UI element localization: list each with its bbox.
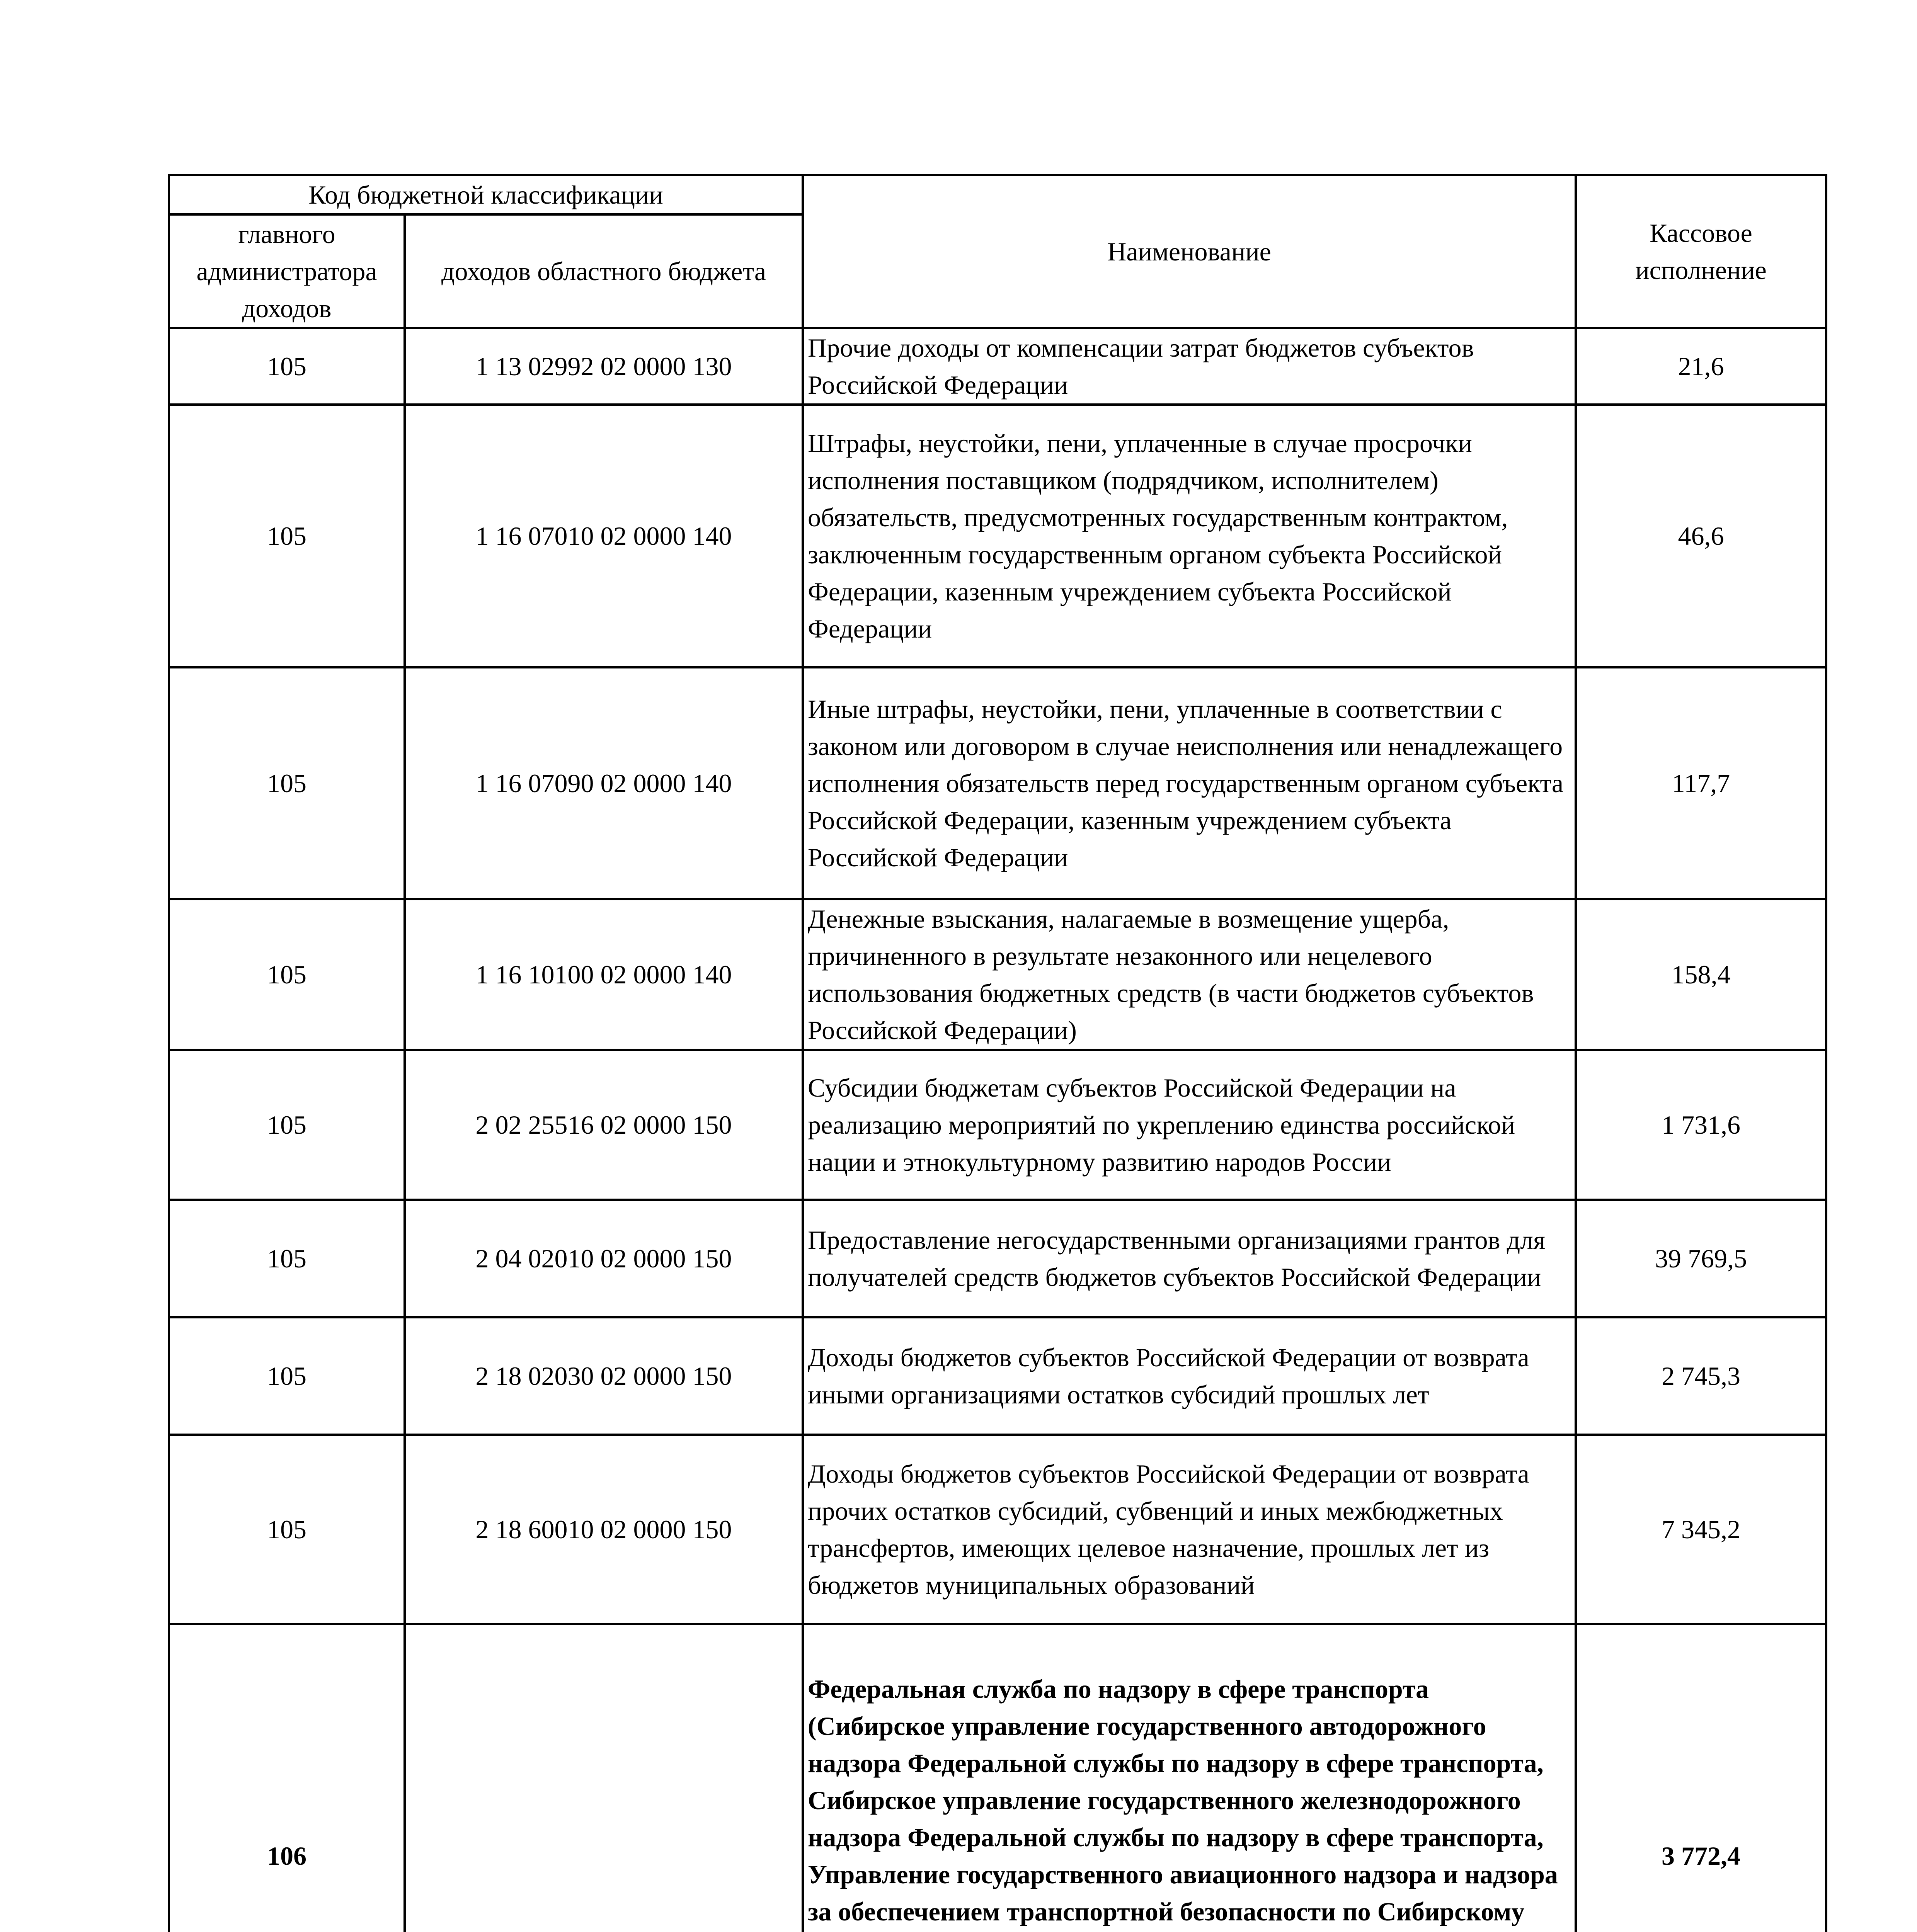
value-cell: 117,7 bbox=[1576, 667, 1826, 899]
value-cell: 3 772,4 bbox=[1576, 1624, 1826, 1932]
table-row bbox=[169, 1435, 1826, 1624]
value-cell: 158,4 bbox=[1576, 899, 1826, 1050]
table-row bbox=[169, 667, 1826, 899]
header-value: Кассовое исполнение bbox=[1576, 175, 1826, 328]
table-row bbox=[169, 1200, 1826, 1317]
header-admin: главного администратора доходов bbox=[169, 214, 405, 328]
income-code-cell: 1 13 02992 02 0000 130 bbox=[405, 328, 803, 405]
value-cell: 7 345,2 bbox=[1576, 1435, 1826, 1624]
value-cell: 21,6 bbox=[1576, 328, 1826, 405]
table-row bbox=[169, 1050, 1826, 1200]
table-row bbox=[169, 328, 1826, 405]
document-page bbox=[168, 174, 1825, 1932]
admin-code-cell: 105 bbox=[169, 405, 405, 667]
name-cell: Иные штрафы, неустойки, пени, уплаченные в соответствии с законом или договором в случае неисполнения или ненадлежащего исполнения обязательств перед государственным органом субъекта Российской Федерации, казенным учреждением субъекта Российской Федерации bbox=[803, 667, 1576, 899]
name-cell: Субсидии бюджетам субъектов Российской Федерации на реализацию мероприятий по укреплению единства российской нации и этнокультурному развитию народов России bbox=[803, 1050, 1576, 1200]
budget-table bbox=[168, 174, 1827, 1932]
admin-code-cell: 105 bbox=[169, 328, 405, 405]
income-code-cell: 2 18 60010 02 0000 150 bbox=[405, 1435, 803, 1624]
value-cell: 1 731,6 bbox=[1576, 1050, 1826, 1200]
name-cell: Прочие доходы от компенсации затрат бюджетов субъектов Российской Федерации bbox=[803, 328, 1576, 405]
income-code-cell bbox=[405, 1624, 803, 1932]
admin-code-cell: 106 bbox=[169, 1624, 405, 1932]
admin-code-cell: 105 bbox=[169, 1317, 405, 1435]
admin-code-cell: 105 bbox=[169, 1435, 405, 1624]
table-row bbox=[169, 1624, 1826, 1932]
table-row bbox=[169, 899, 1826, 1050]
admin-code-cell: 105 bbox=[169, 1200, 405, 1317]
income-code-cell: 2 02 25516 02 0000 150 bbox=[405, 1050, 803, 1200]
table-row bbox=[169, 1317, 1826, 1435]
value-cell: 39 769,5 bbox=[1576, 1200, 1826, 1317]
value-cell: 2 745,3 bbox=[1576, 1317, 1826, 1435]
header-name: Наименование bbox=[803, 175, 1576, 328]
name-cell: Федеральная служба по надзору в сфере транспорта (Сибирское управление государственного автодорожного надзора Федеральной службы по надзору в сфере транспорта, Сибирское управление государственного железнодорожного надзора Федеральной службы по надзору в сфере транспорта, Управление государственного авиационного надзора и надзора за обеспечением транспортной безопасности по Сибирскому bbox=[803, 1624, 1576, 1932]
value-cell: 46,6 bbox=[1576, 405, 1826, 667]
admin-code-cell: 105 bbox=[169, 667, 405, 899]
name-cell: Предоставление негосударственными организациями грантов для получателей средств бюджетов субъектов Российской Федерации bbox=[803, 1200, 1576, 1317]
income-code-cell: 1 16 10100 02 0000 140 bbox=[405, 899, 803, 1050]
income-code-cell: 2 18 02030 02 0000 150 bbox=[405, 1317, 803, 1435]
name-cell: Доходы бюджетов субъектов Российской Федерации от возврата прочих остатков субсидий, субвенций и иных межбюджетных трансфертов, имеющих целевое назначение, прошлых лет из бюджетов муниципальных образований bbox=[803, 1435, 1576, 1624]
income-code-cell: 1 16 07090 02 0000 140 bbox=[405, 667, 803, 899]
income-code-cell: 2 04 02010 02 0000 150 bbox=[405, 1200, 803, 1317]
header-budget-code: Код бюджетной классификации bbox=[169, 175, 803, 214]
admin-code-cell: 105 bbox=[169, 899, 405, 1050]
income-code-cell: 1 16 07010 02 0000 140 bbox=[405, 405, 803, 667]
name-cell: Денежные взыскания, налагаемые в возмещение ущерба, причиненного в результате незаконного или нецелевого использования бюджетных средств (в части бюджетов субъектов Российской Федерации) bbox=[803, 899, 1576, 1050]
header-income: доходов областного бюджета bbox=[405, 214, 803, 328]
name-cell: Доходы бюджетов субъектов Российской Федерации от возврата иными организациями остатков субсидий прошлых лет bbox=[803, 1317, 1576, 1435]
header-row-top bbox=[169, 175, 1826, 214]
table-row bbox=[169, 405, 1826, 667]
name-cell: Штрафы, неустойки, пени, уплаченные в случае просрочки исполнения поставщиком (подрядчиком, исполнителем) обязательств, предусмотренных государственным контрактом, заключенным государственным органом субъекта Российской Федерации, казенным учреждением субъекта Российской Федерации bbox=[803, 405, 1576, 667]
admin-code-cell: 105 bbox=[169, 1050, 405, 1200]
